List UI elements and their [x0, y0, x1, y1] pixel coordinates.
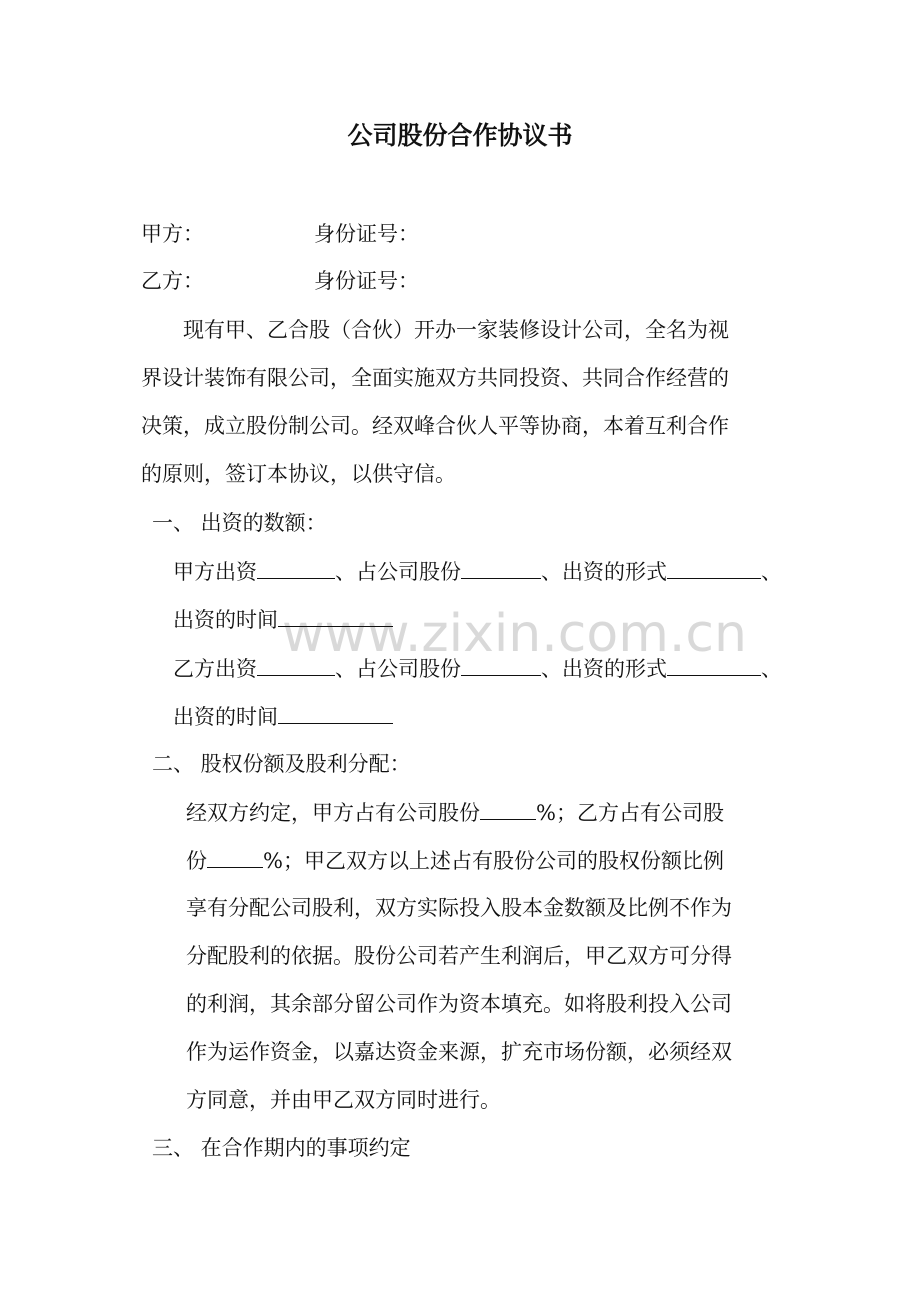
- party-b-form-blank[interactable]: [667, 653, 761, 676]
- section-2-line: [186, 845, 724, 876]
- share-text: %；乙方占有公司股: [536, 801, 724, 825]
- party-a-id-label: 身份证号：: [314, 222, 419, 246]
- party-b-percent-blank[interactable]: [207, 845, 263, 868]
- section-2-line: 方同意，并由甲乙双方同时进行。: [186, 1088, 501, 1112]
- separator: 、: [761, 657, 782, 681]
- section-3-heading: 三、 在合作期内的事项约定: [152, 1136, 411, 1160]
- intro-line: 现有甲、乙合股（合伙）开办一家装修设计公司，全名为视: [183, 318, 729, 342]
- time-label: 出资的时间: [173, 705, 278, 729]
- time-label: 出资的时间: [173, 608, 278, 632]
- party-a-contribution: [173, 556, 782, 587]
- intro-line: 的原则，签订本协议，以供守信。: [141, 462, 456, 486]
- section-2-line: 作为运作资金，以嘉达资金来源，扩充市场份额，必须经双: [186, 1040, 732, 1064]
- party-a-share-blank[interactable]: [461, 556, 541, 579]
- party-a-invest-label: 甲方出资: [173, 560, 257, 584]
- section-2-heading: 二、 股权份额及股利分配：: [152, 752, 411, 776]
- section-2-line: 分配股利的依据。股份公司若产生利润后，甲乙双方可分得: [186, 944, 732, 968]
- watermark: www.zixin.com.cn: [282, 604, 747, 664]
- section-2-line: [186, 797, 724, 828]
- share-text: 份: [186, 849, 207, 873]
- party-a-time: [173, 604, 393, 635]
- share-text: %；甲乙双方以上述占有股份公司的股权份额比例: [263, 849, 724, 873]
- party-b-time: [173, 701, 393, 732]
- party-a-percent-blank[interactable]: [480, 797, 536, 820]
- party-a-label: 甲方：: [141, 222, 204, 246]
- party-b-contribution: [173, 653, 782, 684]
- party-b-time-blank[interactable]: [278, 701, 393, 724]
- share-label: 、占公司股份: [335, 657, 461, 681]
- share-text: 经双方约定，甲方占有公司股份: [186, 801, 480, 825]
- form-label: 、出资的形式: [541, 657, 667, 681]
- intro-line: 界设计装饰有限公司，全面实施双方共同投资、共同合作经营的: [141, 366, 729, 390]
- intro-line: 决策，成立股份制公司。经双峰合伙人平等协商，本着互利合作: [141, 414, 729, 438]
- party-a-form-blank[interactable]: [667, 556, 761, 579]
- party-b-label: 乙方：: [141, 269, 204, 293]
- party-a-invest-blank[interactable]: [257, 556, 335, 579]
- party-b-id-label: 身份证号：: [314, 269, 419, 293]
- party-b-invest-blank[interactable]: [257, 653, 335, 676]
- party-a-time-blank[interactable]: [278, 604, 393, 627]
- party-b-invest-label: 乙方出资: [173, 657, 257, 681]
- form-label: 、出资的形式: [541, 560, 667, 584]
- separator: 、: [761, 560, 782, 584]
- section-2-line: 享有分配公司股利，双方实际投入股本金数额及比例不作为: [186, 896, 732, 920]
- document-title: 公司股份合作协议书: [347, 121, 573, 150]
- share-label: 、占公司股份: [335, 560, 461, 584]
- section-2-line: 的利润，其余部分留公司作为资本填充。如将股利投入公司: [186, 992, 732, 1016]
- party-b-share-blank[interactable]: [461, 653, 541, 676]
- section-1-heading: 一、 出资的数额：: [152, 511, 327, 535]
